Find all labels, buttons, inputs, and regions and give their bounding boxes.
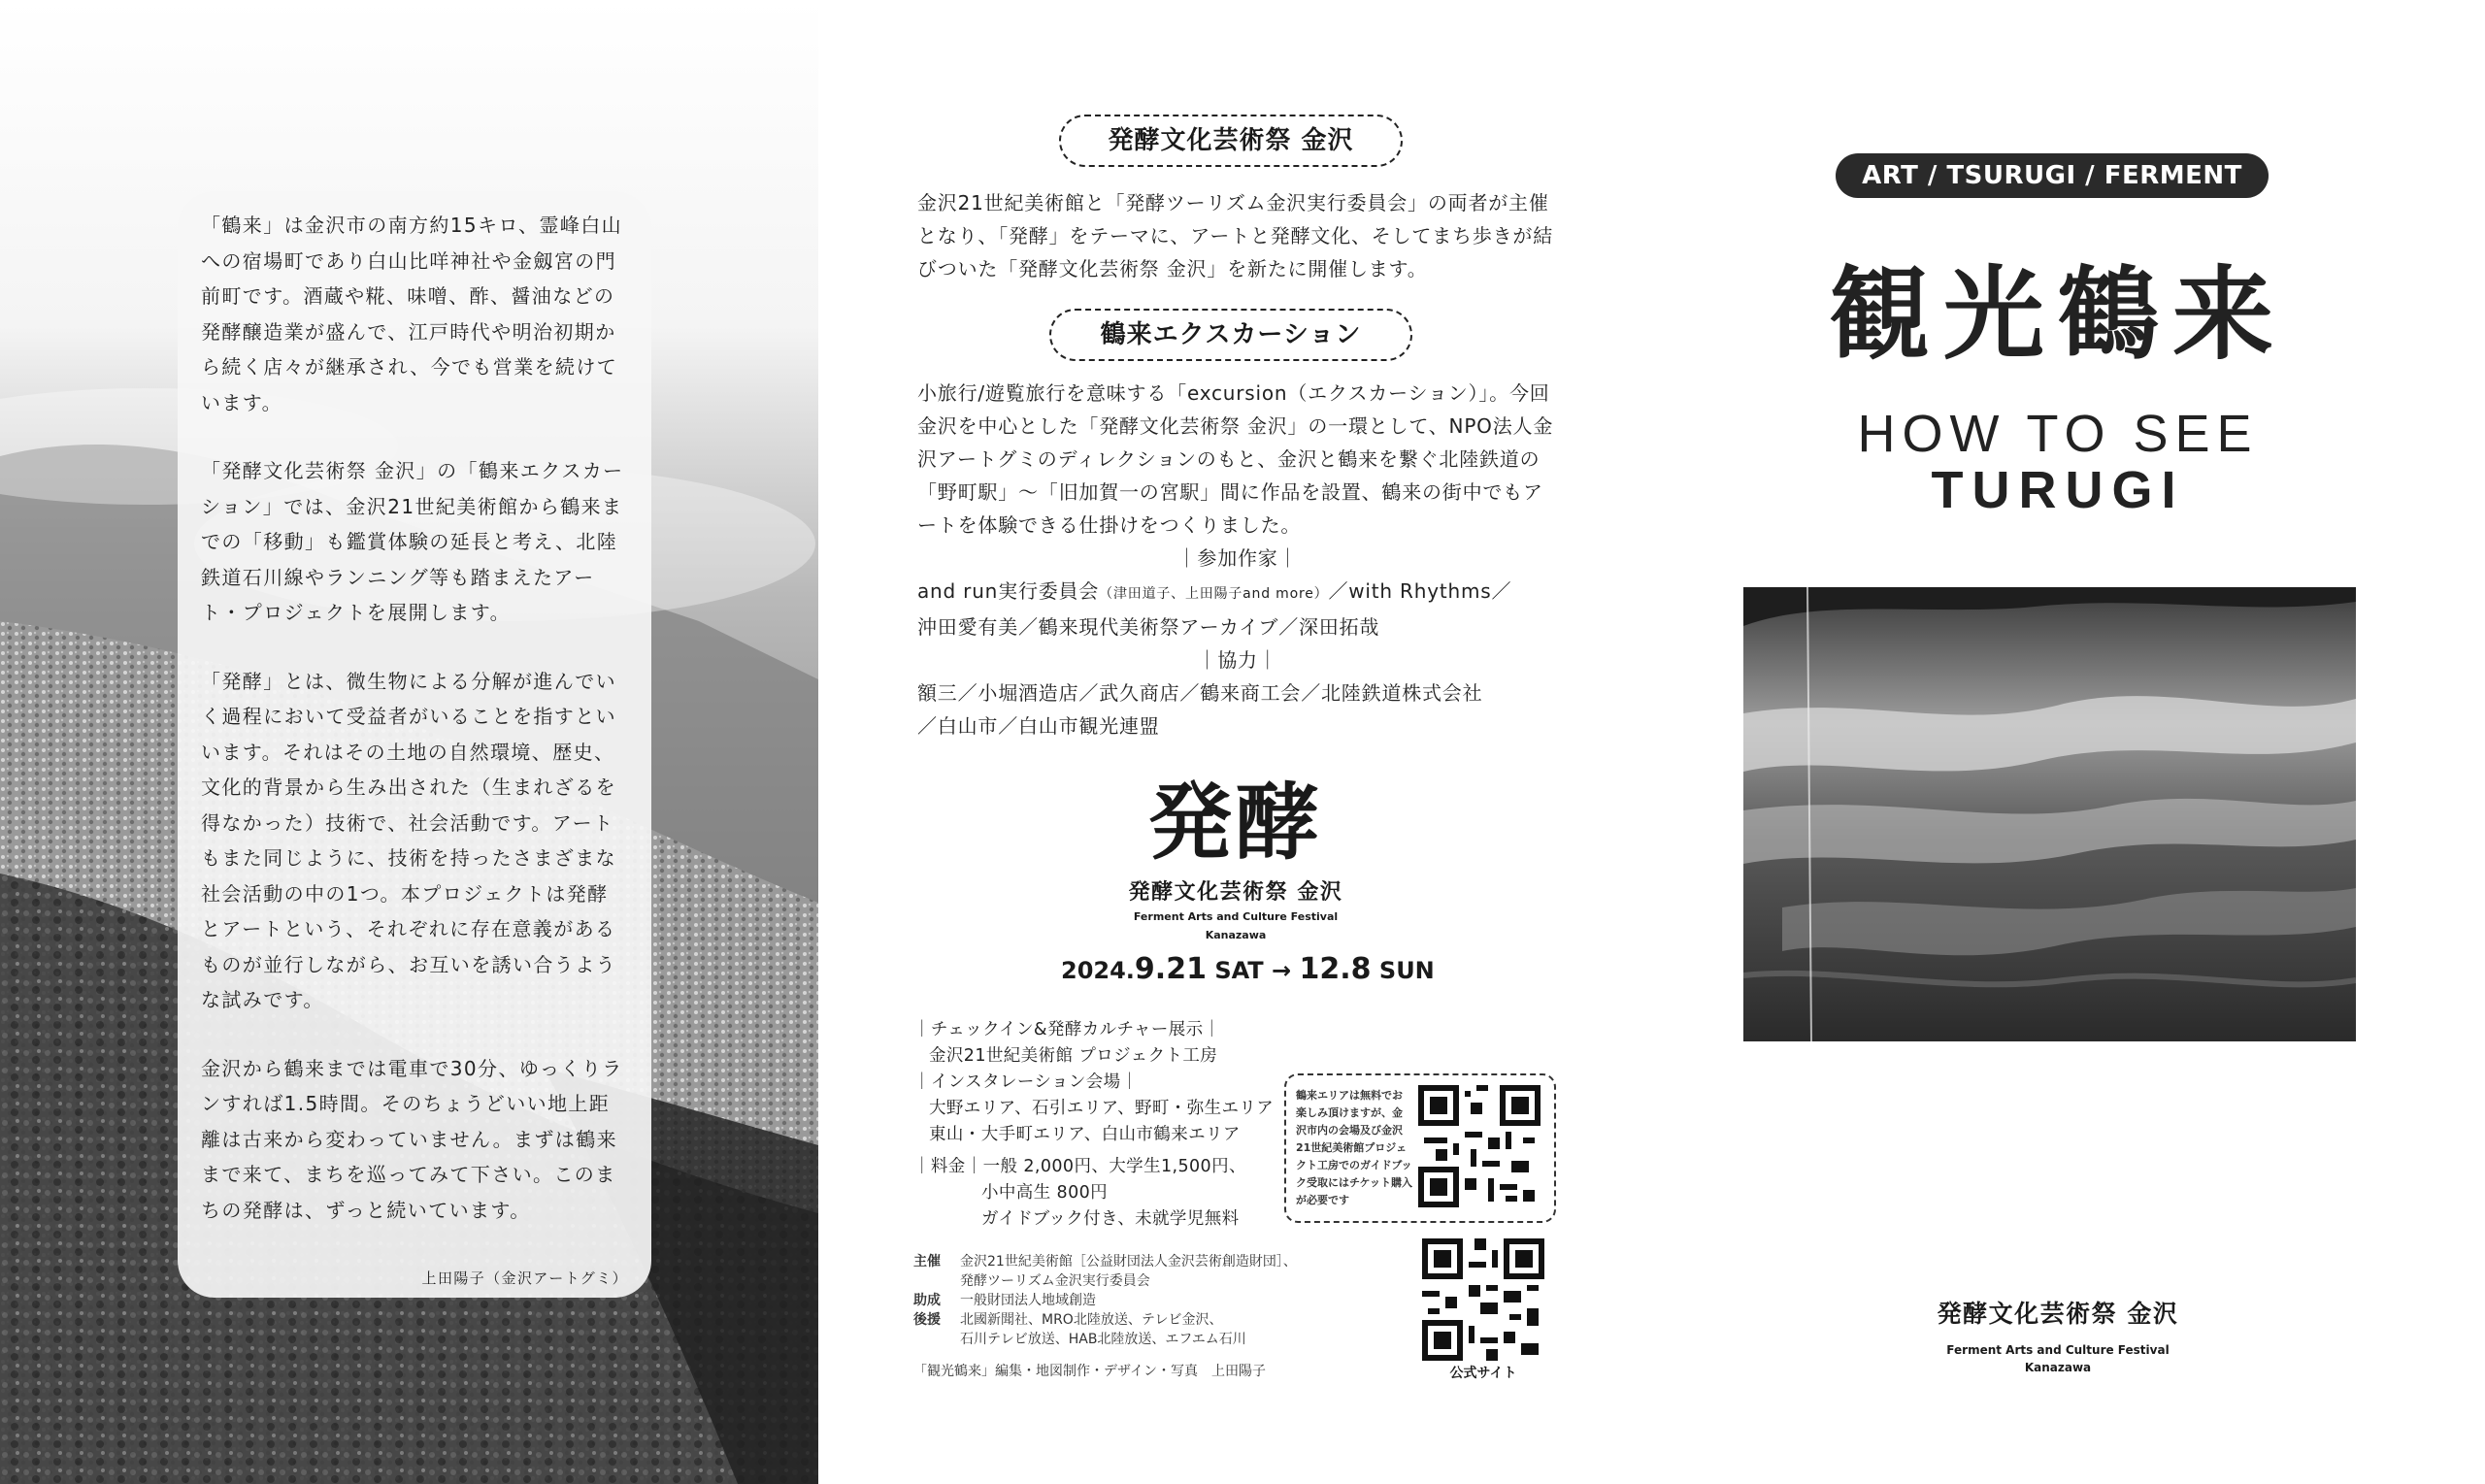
festival-footer bbox=[1806, 1295, 2310, 1376]
intro-paragraph-2: 「発酵文化芸術祭 金沢」の「鶴来エクスカーション」では、金沢21世紀美術館から鶴来までの「移動」も鑑賞体験の延長と考え、北陸鉄道石川線やランニング等も踏まえたアート・プロジェクトを展開します。 bbox=[201, 459, 624, 624]
intro-card bbox=[178, 191, 651, 1298]
qr-code-official-site-icon[interactable] bbox=[1422, 1238, 1544, 1361]
excursion-section bbox=[917, 377, 1558, 742]
fee-student: 小中高生 800円 bbox=[981, 1183, 1109, 1203]
credit-row: 主催 金沢21世紀美術館［公益財団法人金沢芸術創造財団］、 bbox=[913, 1254, 1297, 1270]
festival-intro-text: 金沢21世紀美術館と「発酵ツーリズム金沢実行委員会」の両者が主催となり、「発酵」をテーマに、アートと発酵文化、そしてまち歩きが結びついた「発酵文化芸術祭 金沢」を新たに開催します。 bbox=[917, 191, 1553, 280]
title-english bbox=[1815, 406, 2301, 518]
installation-areas-1: 大野エリア、石引エリア、野町・弥生エリア bbox=[929, 1099, 1275, 1118]
river-photo bbox=[1743, 587, 2356, 1041]
intro-paragraph-3: 「発酵」とは、微生物による分解が進んでいく過程において受益者がいることを指すといいます。それはその土地の自然環境、歴史、文化的背景から生み出された（生まれざるを得なかった）技術で、社会活動です。アートもまた同じように、技術を持ったさまざまな社会活動の中の1つ。本プロジェクトは発酵とアートという、それぞれに存在意義があるものが並行しながら、お互いを誘い合うような試みです。 bbox=[201, 669, 616, 1011]
qr-code-ticket-icon[interactable] bbox=[1418, 1085, 1541, 1207]
festival-logo-block bbox=[1061, 775, 1435, 986]
artists-line-1 bbox=[917, 575, 1558, 610]
left-panel bbox=[0, 0, 818, 1484]
footer-festival-en-1: Ferment Arts and Culture Festival bbox=[1946, 1343, 2170, 1357]
date-end-day: SUN bbox=[1378, 957, 1435, 984]
intro-paragraph-1: 「鶴来」は金沢市の南方約15キロ、霊峰白山への宿場町であり白山比咩神社や金劔宮の門前町です。酒蔵や糀、味噌、酢、醤油などの発酵醸造業が盛んで、江戸時代や明治初期から続く店々が継承され、今でも営業を続けています。 bbox=[201, 214, 623, 414]
festival-name-en-1: Ferment Arts and Culture Festival bbox=[1133, 910, 1339, 923]
hakko-logo: 発酵 bbox=[1148, 775, 1323, 872]
date-start-day: SAT bbox=[1214, 957, 1264, 984]
checkin-label: ｜チェックイン&発酵カルチャー展示｜ bbox=[913, 1020, 1221, 1039]
date-year: 2024. bbox=[1061, 957, 1135, 984]
credit-row: 石川テレビ放送、HAB北陸放送、エフエム石川 bbox=[960, 1332, 1246, 1347]
cooperation-line-1: 額三／小堀酒造店／武久商店／鶴来商工会／北陸鉄道株式会社 bbox=[917, 681, 1483, 705]
artists-members: （津田道子、上田陽子and more） bbox=[1099, 586, 1329, 602]
intro-paragraph-4: 金沢から鶴来までは電車で30分、ゆっくりランすれば1.5時間。そのちょうどいい地上距離は古来から変わっていません。まずは鶴来まで来て、まちを巡ってみて下さい。このまちの発酵は、ずっと続いています。 bbox=[201, 1056, 623, 1222]
fee-line-1 bbox=[913, 1154, 1274, 1180]
cooperation-line-2: ／白山市／白山市観光連盟 bbox=[917, 714, 1160, 738]
author-signature: 上田陽子（金沢アートグミ） bbox=[421, 1270, 628, 1287]
venue-info bbox=[913, 1017, 1274, 1233]
fee-label: ｜料金｜ bbox=[913, 1157, 983, 1176]
artists-rhythms: ／with Rhythms／ bbox=[1328, 579, 1512, 603]
heading-festival: 発酵文化芸術祭 金沢 bbox=[1059, 115, 1403, 167]
credit-row: 助成 一般財団法人地域創造 bbox=[913, 1293, 1096, 1308]
credits bbox=[913, 1252, 1297, 1349]
cooperation-label: ｜協力｜ bbox=[1197, 648, 1278, 672]
footer-festival-name: 発酵文化芸術祭 金沢 bbox=[1937, 1300, 2179, 1328]
artists-group: and run実行委員会 bbox=[917, 579, 1100, 603]
date-start: 9.21 bbox=[1134, 952, 1207, 986]
installation-label: ｜インスタレーション会場｜ bbox=[913, 1072, 1139, 1092]
tagline-badge: ART / TSURUGI / FERMENT bbox=[1836, 153, 2269, 198]
title-english-line-1: HOW TO SEE bbox=[1857, 405, 2259, 463]
title-english-line-2: TURUGI bbox=[1931, 461, 2185, 519]
middle-panel bbox=[818, 0, 1650, 1484]
date-end: 12.8 bbox=[1299, 952, 1372, 986]
credit-row: 発酵ツーリズム金沢実行委員会 bbox=[960, 1273, 1150, 1289]
heading-excursion: 鶴来エクスカーション bbox=[1049, 309, 1412, 361]
checkin-place: 金沢21世紀美術館 プロジェクト工房 bbox=[929, 1046, 1218, 1066]
arrow-icon: → bbox=[1272, 957, 1292, 984]
installation-areas-2: 東山・大手町エリア、白山市鶴来エリア bbox=[929, 1125, 1241, 1144]
credit-row: 後援 北國新聞社、MRO北陸放送、テレビ金沢、 bbox=[913, 1312, 1223, 1328]
excursion-text: 小旅行/遊覧旅行を意味する「excursion（エクスカーション）」。今回金沢を中心とした「発酵文化芸術祭 金沢」の一環として、NPO法人金沢アートグミのディレクションのもと、金沢と鶴来を繋ぐ北陸鉄道の「野町駅」〜「旧加賀一の宮駅」間に作品を設置、鶴来の街中でもアートを体験できる仕掛けをつくりました。 bbox=[917, 381, 1554, 537]
festival-dates bbox=[1061, 952, 1435, 986]
artists-line-2: 沖田愛有美／鶴来現代美術祭アーカイブ／深田拓哉 bbox=[917, 615, 1380, 639]
festival-name: 発酵文化芸術祭 金沢 bbox=[1128, 880, 1343, 905]
artists-label: ｜参加作家｜ bbox=[1176, 546, 1299, 570]
fee-general: 一般 2,000円、大学生1,500円、 bbox=[982, 1157, 1246, 1176]
right-panel bbox=[1650, 0, 2485, 1484]
title-kanji: 観光鶴来 bbox=[1828, 254, 2287, 374]
festival-name-en-2: Kanazawa bbox=[1205, 929, 1267, 941]
official-site-label: 公式サイト bbox=[1449, 1366, 1517, 1381]
footer-festival-en-2: Kanazawa bbox=[2024, 1361, 2092, 1374]
ticket-note-box bbox=[1284, 1073, 1556, 1223]
design-credit: 「観光鶴来」編集・地図制作・デザイン・写真 上田陽子 bbox=[913, 1364, 1267, 1379]
ticket-note: 鶴来エリアは無料でお楽しみ頂けますが、金沢市内の会場及び金沢21世紀美術館プロジェクト工房でのガイドブック受取にはチケット購入が必要です bbox=[1296, 1089, 1413, 1206]
fee-note: ガイドブック付き、未就学児無料 bbox=[981, 1209, 1240, 1229]
